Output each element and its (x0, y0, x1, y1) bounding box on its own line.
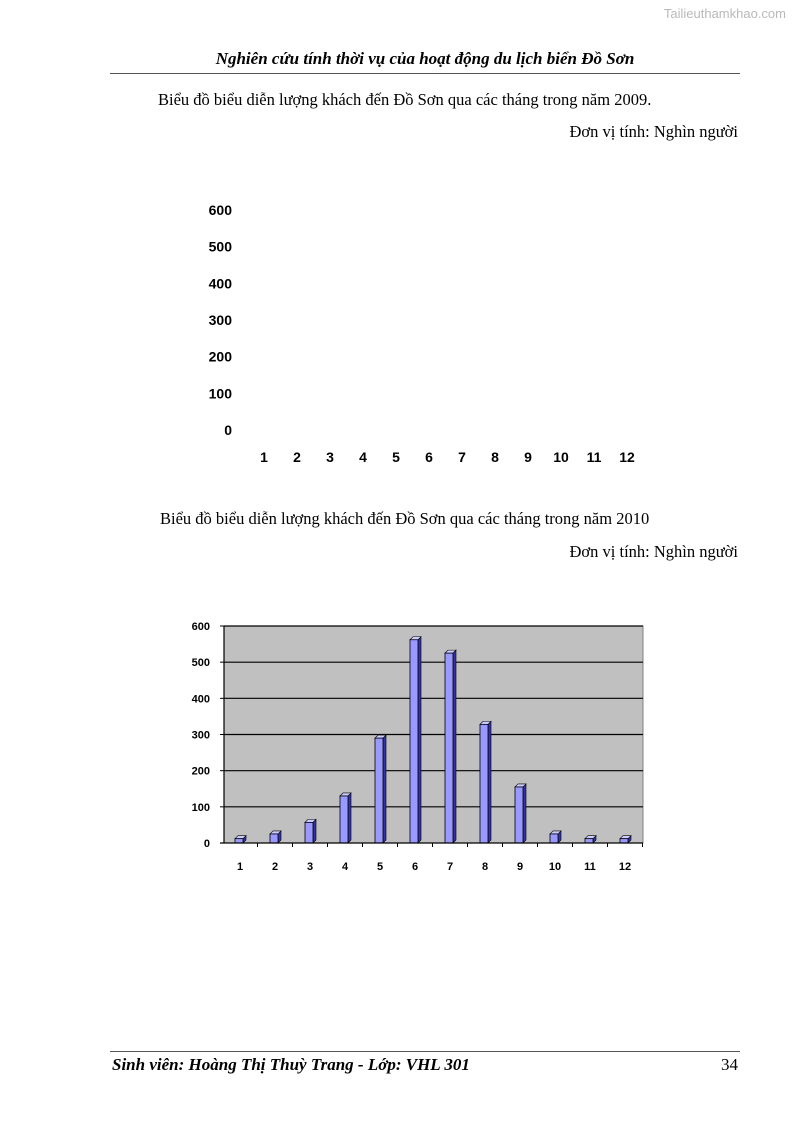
x-tick-label: 1 (260, 449, 268, 465)
bar-side (348, 793, 351, 843)
bar (550, 834, 558, 843)
y-tick-label: 0 (224, 422, 232, 438)
y-tick-label: 100 (191, 801, 210, 814)
bar-side (313, 819, 316, 843)
bar-side (488, 721, 491, 843)
bar-side (453, 650, 456, 843)
x-tick-label: 5 (376, 861, 384, 873)
x-tick-label: 4 (359, 449, 367, 465)
bar (620, 839, 628, 843)
x-tick-label: 7 (458, 449, 466, 465)
y-tick-label: 0 (203, 838, 210, 850)
x-tick-label: 9 (516, 861, 524, 873)
x-tick-label: 1 (236, 861, 244, 873)
bar-side (523, 784, 526, 843)
y-tick-label: 600 (191, 621, 210, 633)
x-tick-label: 3 (306, 861, 314, 873)
x-tick-label: 10 (548, 861, 562, 873)
x-tick-label: 4 (341, 861, 349, 873)
header-divider (110, 73, 740, 74)
x-tick-label: 12 (618, 861, 632, 873)
bar (410, 640, 418, 843)
x-tick-label: 9 (524, 449, 532, 465)
x-tick-label: 2 (271, 861, 279, 873)
y-tick-label: 600 (208, 202, 232, 218)
bar (340, 796, 348, 843)
x-tick-label: 11 (584, 861, 596, 873)
x-tick-label: 11 (586, 449, 602, 465)
x-tick-label: 10 (553, 449, 569, 465)
watermark: Tailieuthamkhao.com (663, 6, 786, 21)
bar-side (418, 637, 421, 843)
bar (235, 839, 243, 843)
y-tick-label: 500 (208, 238, 232, 255)
y-tick-label: 400 (208, 275, 232, 292)
y-tick-label: 500 (191, 657, 210, 670)
bar-side (383, 735, 386, 843)
y-tick-label: 300 (191, 729, 210, 742)
x-tick-label: 5 (392, 449, 400, 465)
y-tick-label: 400 (191, 693, 210, 706)
bar (585, 839, 593, 843)
x-tick-label: 7 (446, 861, 454, 873)
bar (445, 653, 453, 843)
y-tick-label: 100 (208, 385, 232, 402)
x-tick-label: 6 (411, 861, 419, 873)
bar (515, 787, 523, 843)
page-number: 34 (721, 1055, 738, 1074)
bar (305, 822, 313, 843)
chart-2009-caption: Biểu đồ biểu diễn lượng khách đến Đồ Sơn qua các tháng trong năm 2009. (158, 90, 652, 109)
bar (270, 834, 278, 843)
x-tick-label: 12 (619, 449, 635, 465)
y-tick-label: 200 (208, 348, 232, 365)
chart-2010-caption: Biểu đồ biểu diễn lượng khách đến Đồ Sơn qua các tháng trong năm 2010 (160, 509, 650, 528)
x-tick-label: 6 (425, 449, 433, 465)
chart-2009 (190, 195, 660, 475)
chart-2010 (180, 615, 660, 885)
y-tick-label: 300 (208, 312, 232, 328)
bar (480, 724, 488, 843)
x-tick-label: 8 (481, 861, 489, 873)
footer-student-info: Sinh viên: Hoàng Thị Thuỳ Trang - Lớp: VHL 301 (112, 1055, 470, 1074)
chart-2010-unit: Đơn vị tính: Nghìn người (569, 542, 738, 561)
y-tick-label: 200 (191, 765, 210, 778)
x-tick-label: 2 (293, 449, 301, 465)
page-header-title: Nghiên cứu tính thời vụ của hoạt động du lịch biển Đồ Sơn (215, 49, 635, 68)
bar (375, 738, 383, 843)
x-tick-label: 3 (326, 449, 334, 465)
footer-divider (110, 1051, 740, 1052)
x-tick-label: 8 (491, 449, 499, 465)
chart-2009-unit: Đơn vị tính: Nghìn người (569, 122, 738, 141)
